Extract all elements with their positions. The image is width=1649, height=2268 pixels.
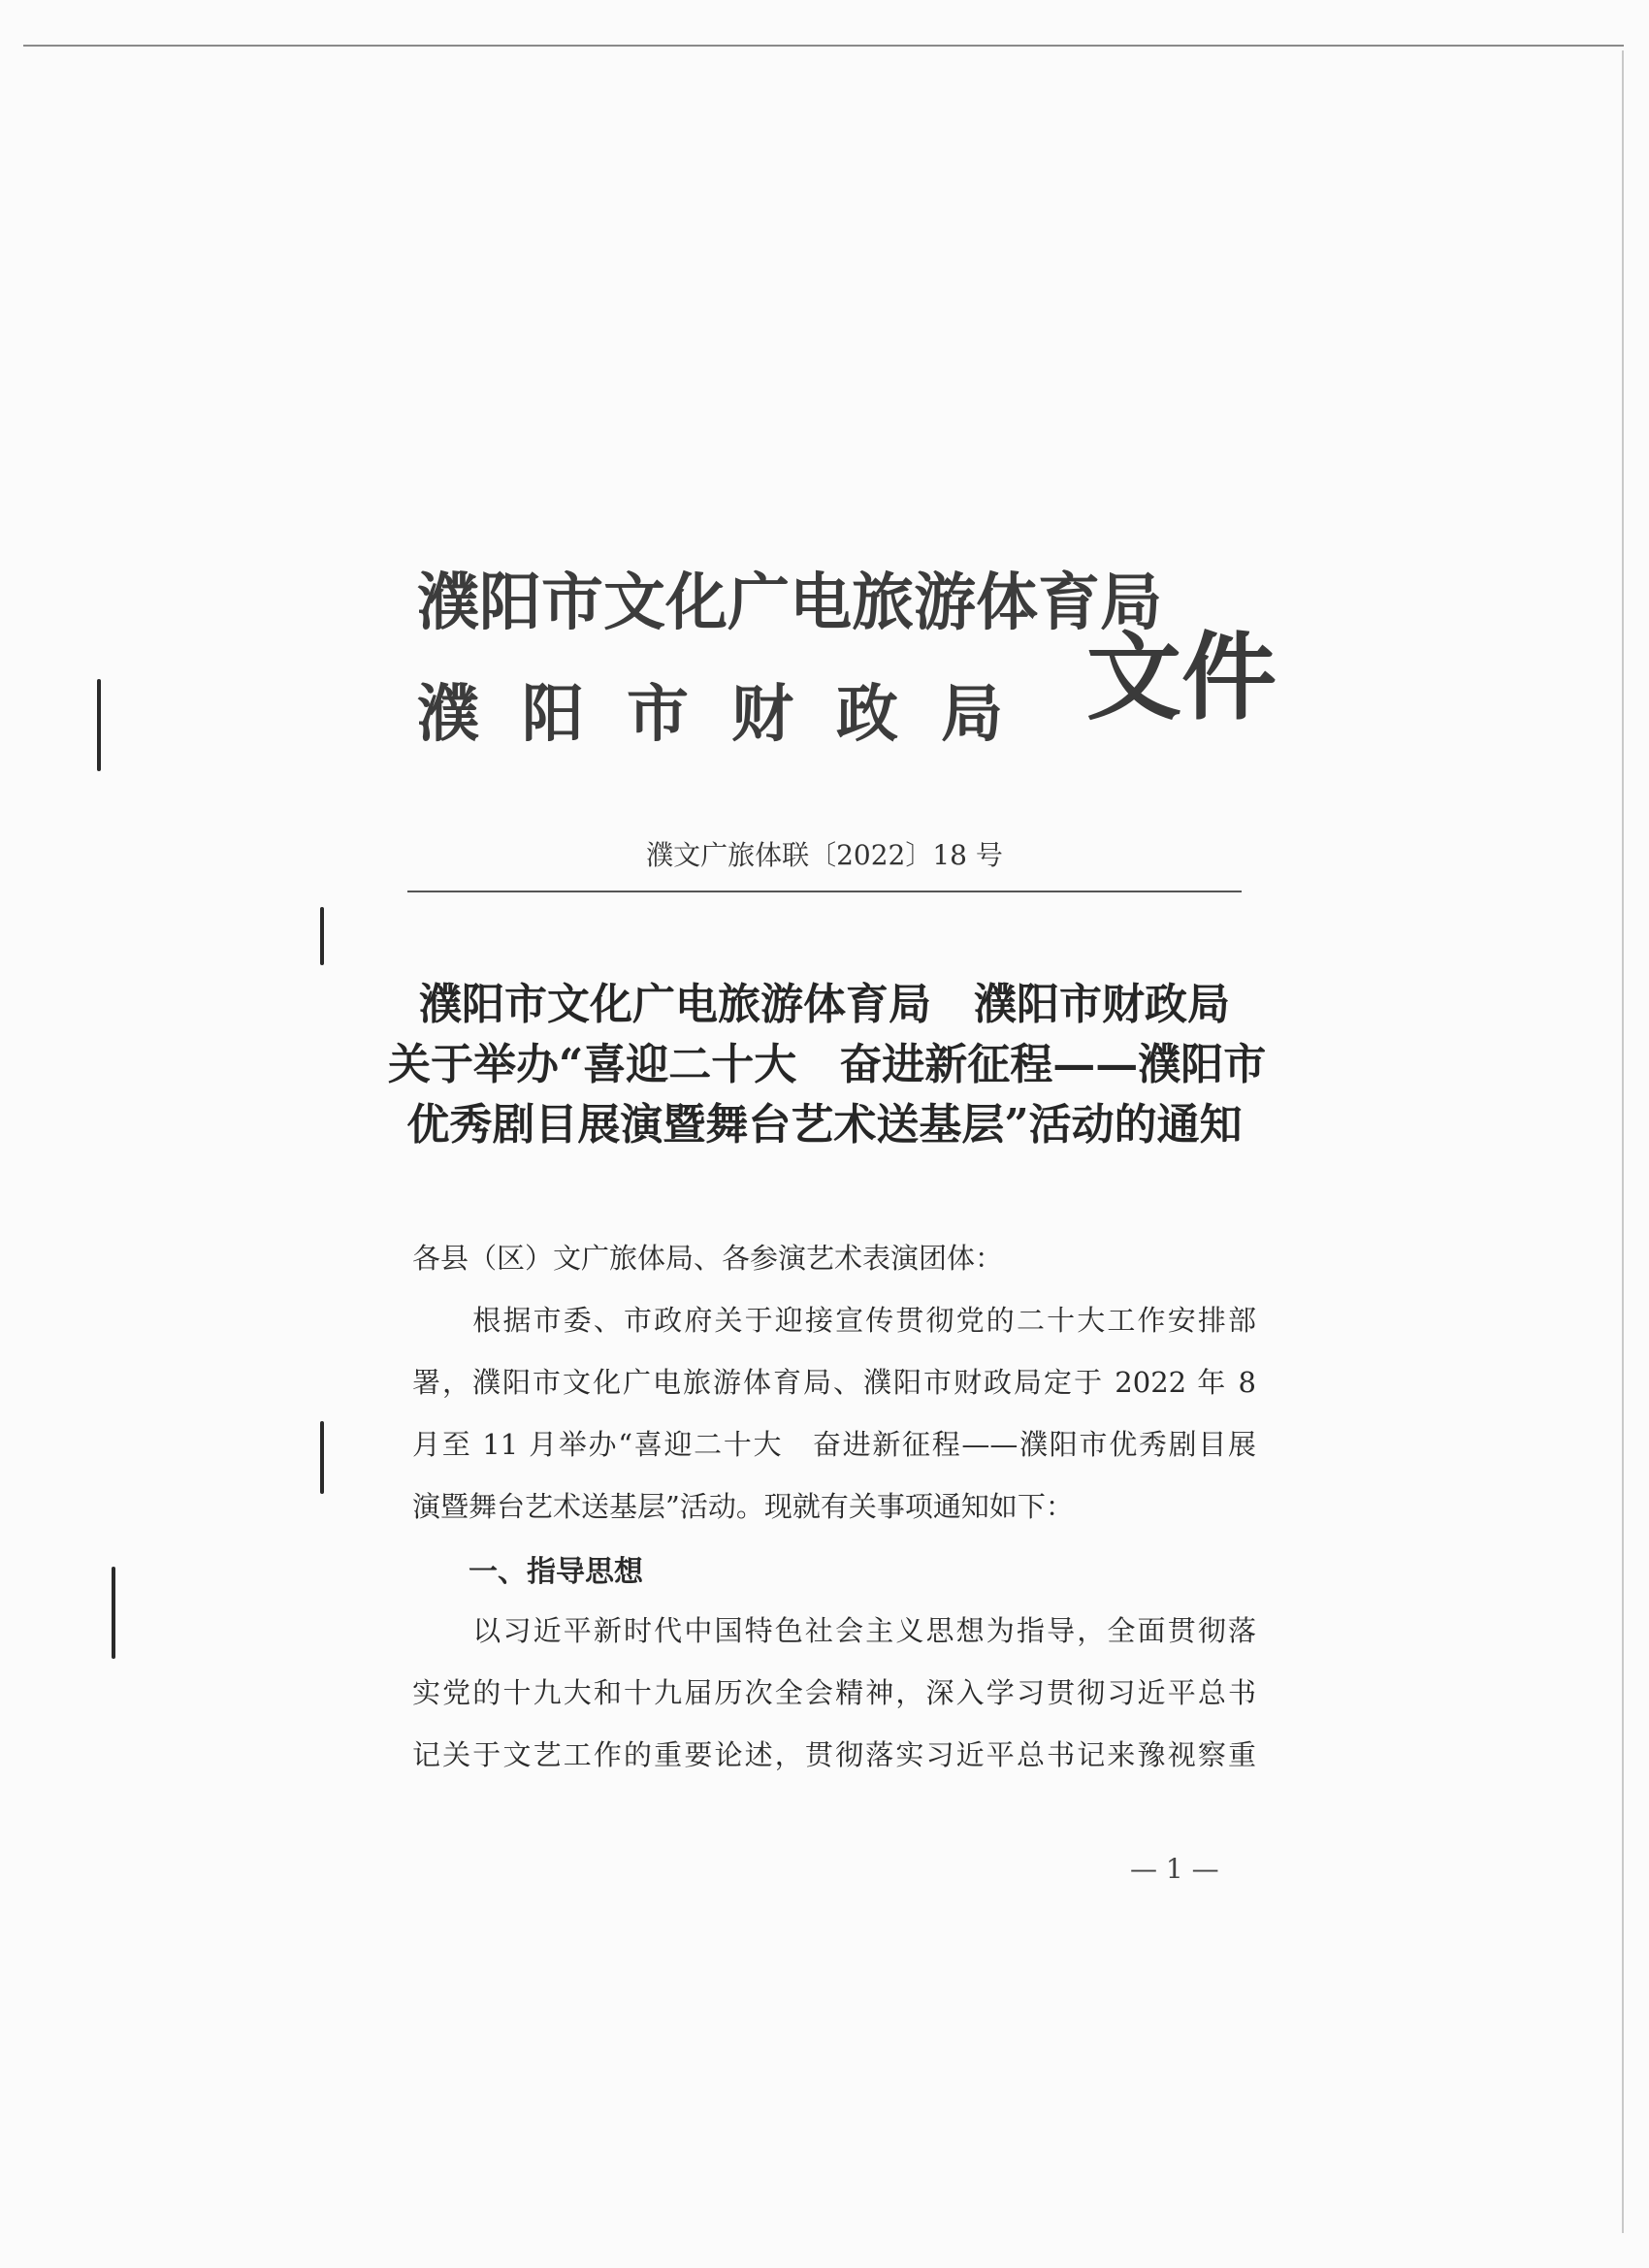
paragraph-line: 署，濮阳市文化广电旅游体育局、濮阳市财政局定于 2022 年 8 <box>412 1366 1256 1399</box>
issuer-name-2: 濮阳市财政局 <box>417 678 1046 751</box>
page-number: — 1 — <box>1130 1853 1219 1885</box>
paragraph-line: 以习近平新时代中国特色社会主义思想为指导，全面贯彻落 <box>412 1614 1256 1647</box>
binding-mark <box>112 1567 115 1659</box>
header-separator <box>407 891 1242 892</box>
title-line: 优秀剧目展演暨舞台艺术送基层”活动的通知 <box>406 1100 1243 1150</box>
document-type-label: 文件 <box>1086 622 1277 733</box>
title-line: 濮阳市文化广电旅游体育局 濮阳市财政局 <box>419 980 1230 1029</box>
salutation: 各县（区）文广旅体局、各参演艺术表演团体： <box>412 1242 1004 1275</box>
paragraph-line: 记关于文艺工作的重要论述，贯彻落实习近平总书记来豫视察重 <box>412 1738 1256 1771</box>
document-number: 濮文广旅体联〔2022〕18 号 <box>646 839 1003 871</box>
paragraph-line: 根据市委、市政府关于迎接宣传贯彻党的二十大工作安排部 <box>412 1304 1256 1337</box>
section-heading: 一、指导思想 <box>469 1555 643 1589</box>
document-title <box>388 975 1267 1155</box>
binding-mark <box>320 1421 324 1494</box>
document-header <box>417 543 1277 766</box>
binding-mark <box>97 679 101 771</box>
title-line: 关于举办“喜迎二十大 奋进新征程——濮阳市 <box>388 1040 1267 1089</box>
paragraph-line: 演暨舞台艺术送基层”活动。现就有关事项通知如下： <box>412 1490 1074 1523</box>
paragraph-line: 实党的十九大和十九届历次全会精神，深入学习贯彻习近平总书 <box>412 1676 1256 1709</box>
scan-top-edge <box>23 45 1624 47</box>
scan-right-edge <box>1622 50 1624 2233</box>
paragraph-line: 月至 11 月举办“喜迎二十大 奋进新征程——濮阳市优秀剧目展 <box>412 1428 1256 1461</box>
binding-mark <box>320 907 324 965</box>
issuer-name-1: 濮阳市文化广电旅游体育局 <box>417 567 1162 639</box>
